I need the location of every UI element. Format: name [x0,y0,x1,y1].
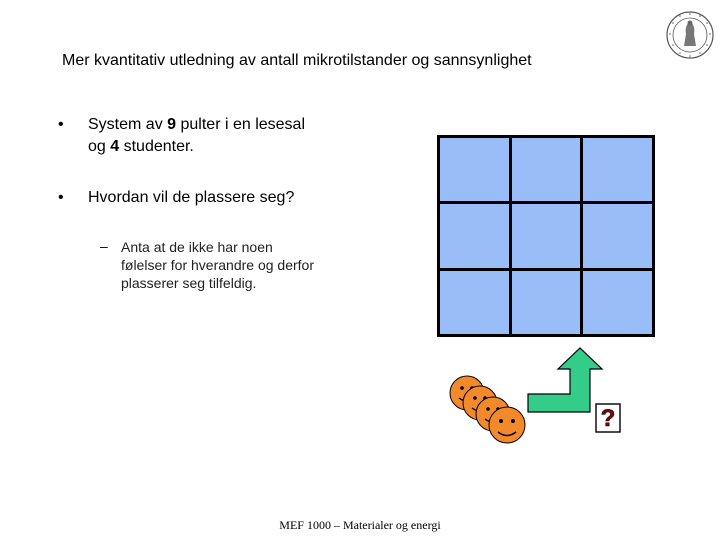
students-scene [440,340,650,460]
slide-title: Mer kvantitativ utledning av antall mikrotilstander og sannsynlighet [62,52,532,69]
slide-footer: MEF 1000 – Materialer og energi [279,518,441,532]
sub-bullet-line: plasserer seg tilfeldig. [121,275,257,291]
bullet-line: og 4 studenter. [88,138,194,155]
sub-bullet-marker: – [100,238,108,254]
desk [440,138,509,201]
desk [512,271,581,334]
desk [440,271,509,334]
bullet-text-question [88,187,294,209]
sub-bullet-text [121,238,351,292]
sub-bullet-line: følelser for hverandre og derfor [121,257,314,273]
bullet-marker: • [58,116,64,133]
bullet-text-system [88,114,305,158]
bullet-marker: • [58,189,64,206]
desk [583,271,652,334]
sub-bullet-line: Anta at de ikke har noen [121,239,273,255]
desk-grid [437,135,655,337]
desk [583,204,652,267]
bent-arrow-up-icon [528,348,602,412]
bullet-line: Hvordan vil de plassere seg? [88,189,295,206]
desk [512,138,581,201]
desk [440,204,509,267]
smiley-face-icon [489,407,525,443]
question-mark: ? [600,405,616,432]
university-seal-icon [665,10,715,60]
desk [512,204,581,267]
bullet-line: System av 9 pulter i en lesesal [88,116,306,133]
desk [583,138,652,201]
